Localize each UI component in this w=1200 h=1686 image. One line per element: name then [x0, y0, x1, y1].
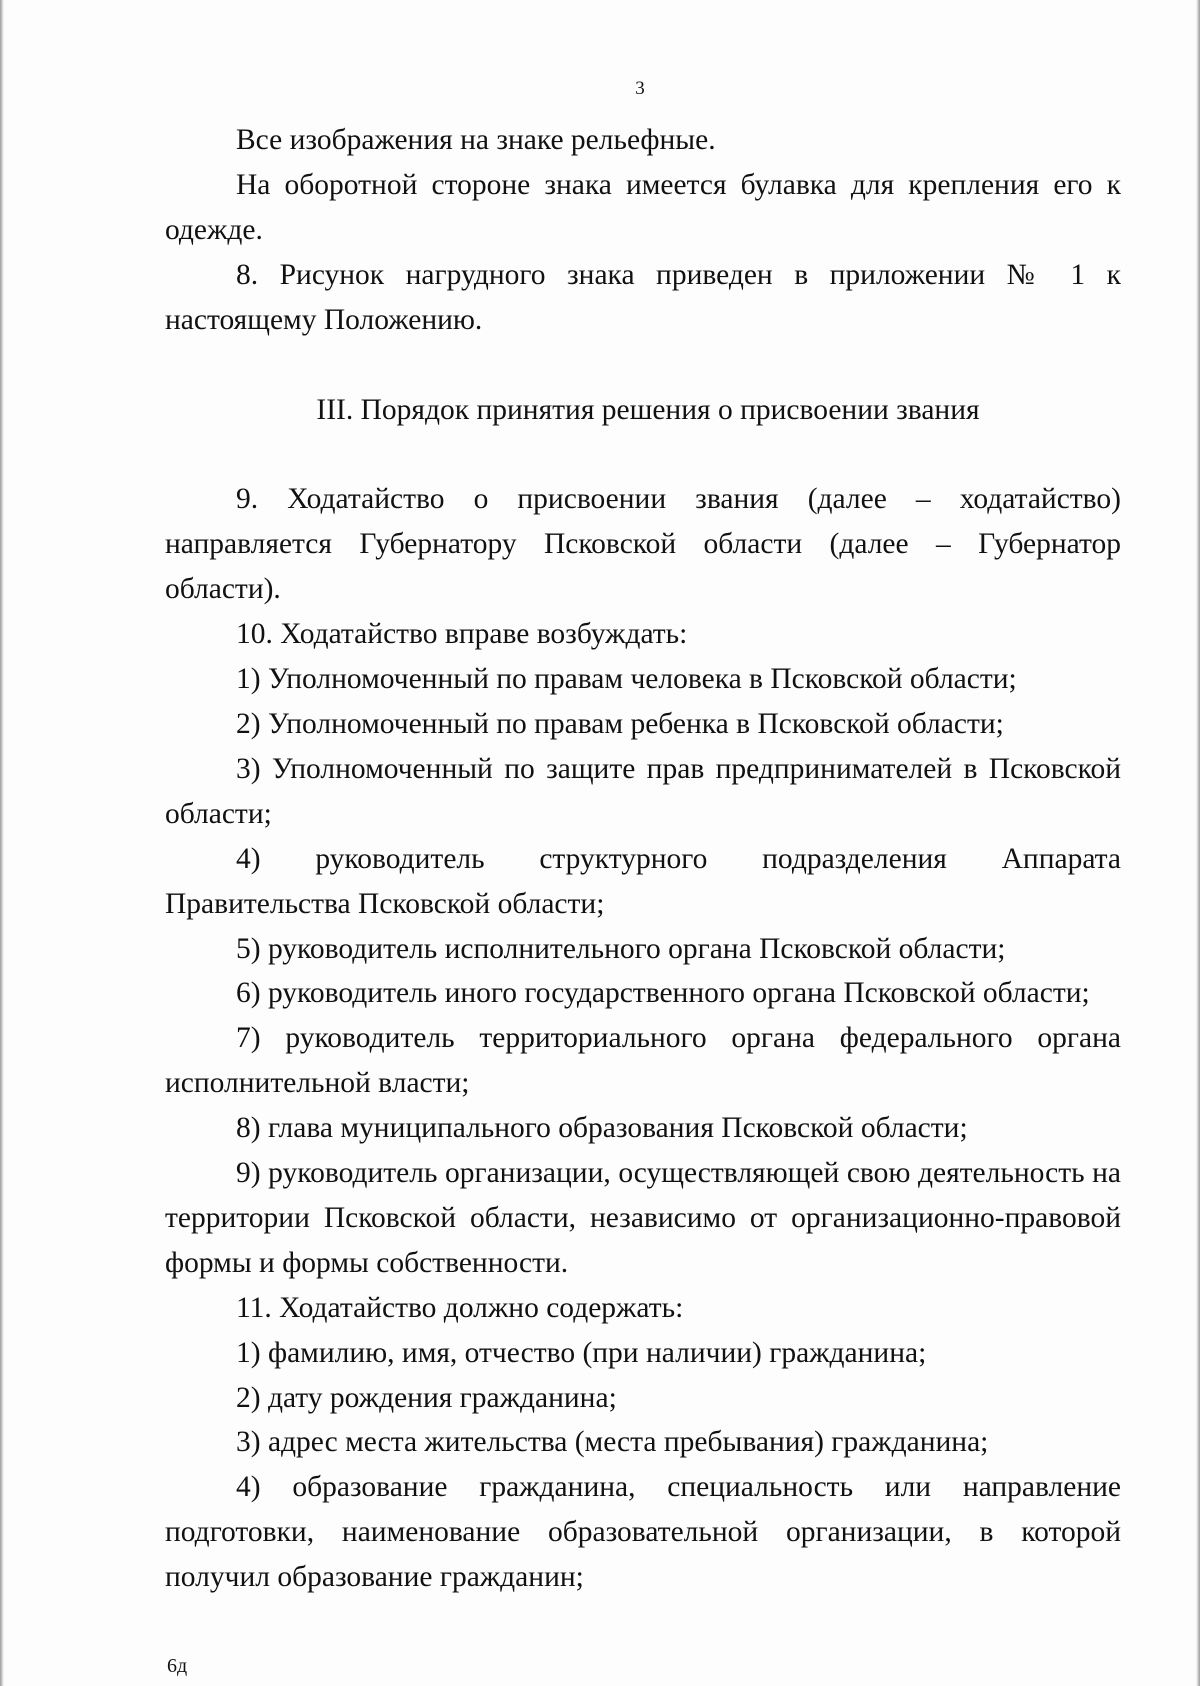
list-item-11-3: 3) адрес места жительства (места пребывания) гражданина; — [236, 1426, 989, 1459]
paragraph-relief: Все изображения на знаке рельефные. — [236, 124, 716, 156]
list-item-11-1: 1) фамилию, имя, отчество (при наличии) гражданина; — [236, 1336, 927, 1369]
section-heading: III. Порядок принятия решения о присвоении звания — [316, 393, 980, 426]
list-item-10-3: 3) Уполномоченный по защите прав предпринимателей в Псковской области; — [165, 752, 1121, 830]
list-item-10-6: 6) руководитель иного государственного органа Псковской области; — [236, 977, 1090, 1010]
list-item-11-2: 2) дату рождения гражданина; — [236, 1381, 617, 1414]
list-item-10-5: 5) руководитель исполнительного органа Псковской области; — [236, 932, 1006, 965]
list-item-10-9: 9) руководитель организации, осуществляющей свою деятельность на территории Псковской области, независимо от организационно-правовой формы и формы собственности. — [165, 1157, 1121, 1279]
document-body — [165, 118, 1121, 1600]
footer-code: 6д — [167, 1655, 188, 1677]
paragraph-8: 8. Рисунок нагрудного знака приведен в приложении № 1 к настоящему Положению. — [165, 258, 1121, 336]
paragraph-11: 11. Ходатайство должно содержать: — [236, 1291, 684, 1324]
scan-edge-right — [1196, 0, 1200, 1686]
list-item-10-2: 2) Уполномоченный по правам ребенка в Псковской области; — [236, 707, 1004, 740]
paragraph-10: 10. Ходатайство вправе возбуждать: — [236, 618, 688, 651]
list-item-10-4: 4) руководитель структурного подразделения Аппарата Правительства Псковской области; — [165, 842, 1121, 920]
paragraph-pin: На оборотной стороне знака имеется булавка для крепления его к одежде. — [165, 168, 1121, 246]
paragraph-9: 9. Ходатайство о присвоении звания (далее – ходатайство) направляется Губернатору Псковской области (далее – Губернатор области). — [165, 483, 1121, 606]
list-item-11-4: 4) образование гражданина, специальность или направление подготовки, наименование образовательной организации, в которой получил образование гражданин; — [165, 1471, 1121, 1594]
list-item-10-8: 8) глава муниципального образования Псковской области; — [236, 1112, 968, 1145]
list-item-10-1: 1) Уполномоченный по правам человека в Псковской области; — [236, 663, 1017, 696]
list-item-10-7: 7) руководитель территориального органа федерального органа исполнительной власти; — [165, 1022, 1121, 1100]
scan-edge-left — [0, 0, 4, 1686]
page-number: 3 — [635, 78, 645, 99]
